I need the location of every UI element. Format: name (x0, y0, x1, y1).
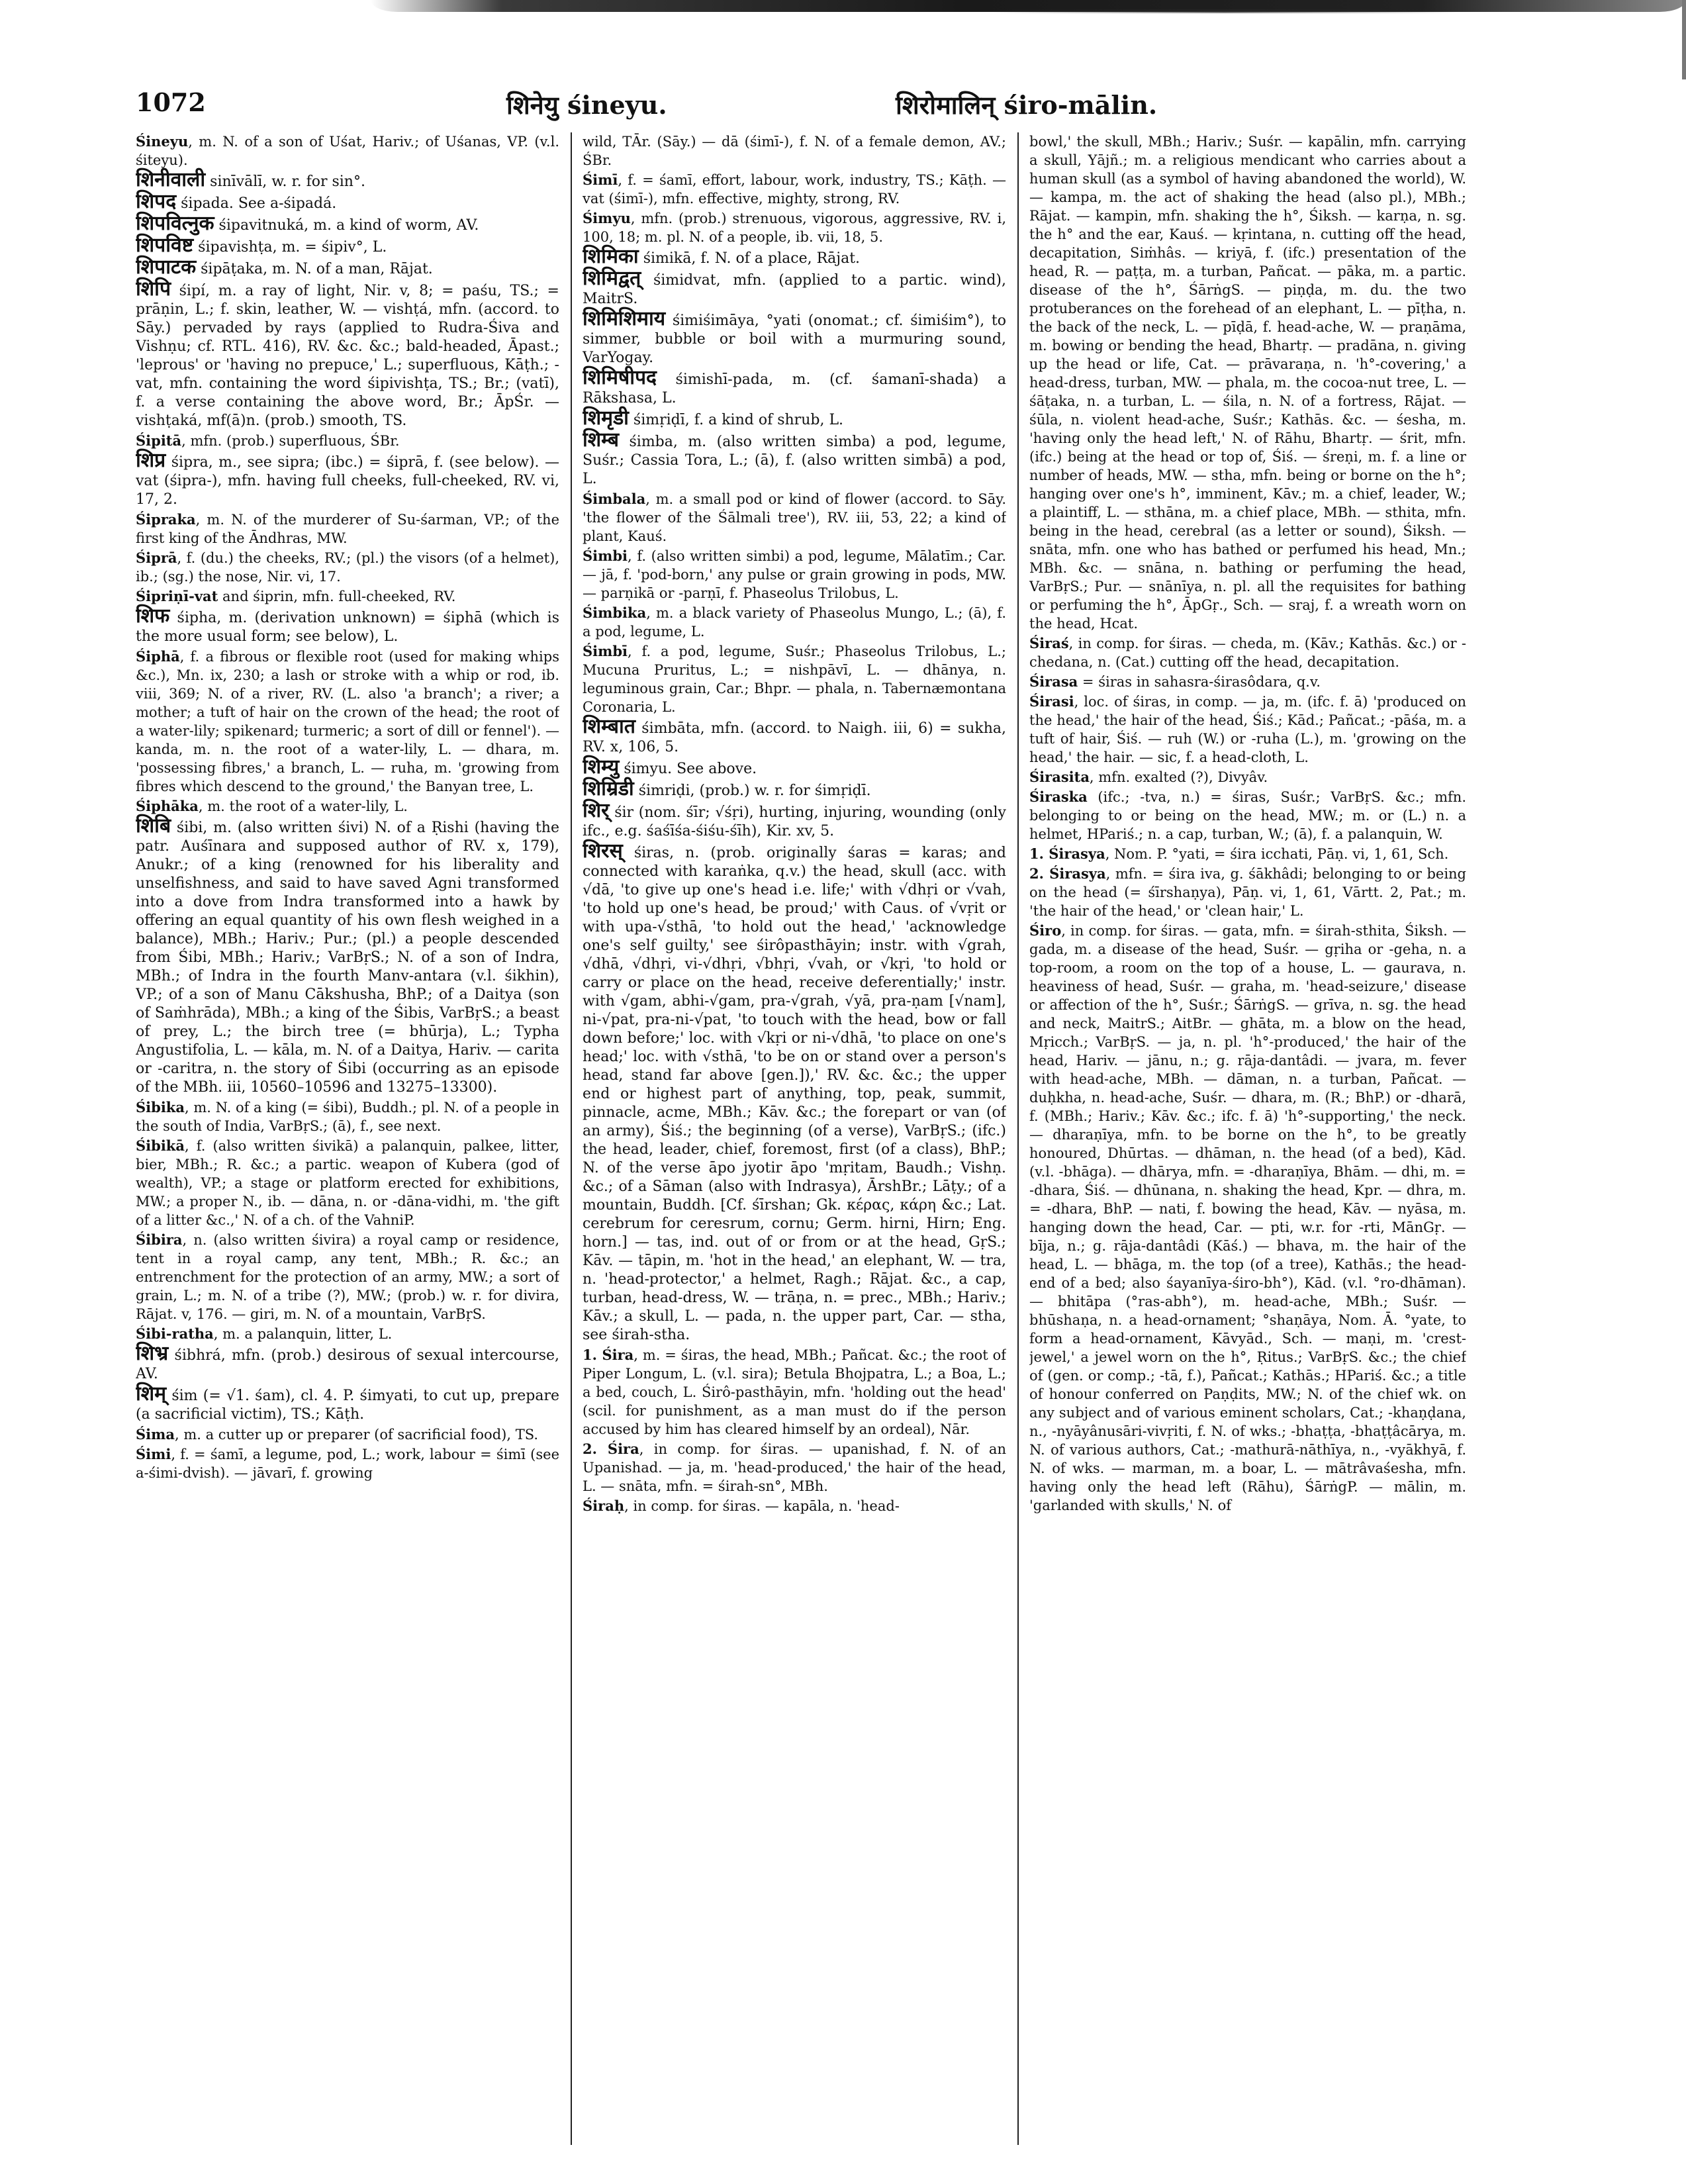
entry-definition: , f. (du.) the cheeks, RV.; (pl.) the visors (of a helmet), ib.; (sg.) the nose, Nir. vi, 17. (136, 550, 559, 585)
dictionary-entry (1029, 132, 1466, 633)
entry-definition: , m. N. of the murderer of Su-śarman, VP.; of the first king of the Āndhras, MW. (136, 512, 559, 546)
entry-definition: śibi, m. (also written śivi) N. of a Ṛishi (having the patr. Auśīnara and supposed author of RV. x, 179), Anukr.; of a king (renowned for his liberality and unselfishness, and said to have saved Agni transformed into a dove from Indra transformed into a hawk by offering an equal quantity of his own flesh weighed in a balance), MBh.; Hariv.; Pur.; (pl.) a people descended from Śibi, MBh.; Hariv.; VarBṛS.; N. of a son of Indra, MBh.; of Indra in the fourth Manv-antara (v.l. śikhin), VP.; of a son of Manu Cākshusha, BhP.; of a Daitya (son of Saṁhrāda), MBh.; a king of the Śibis, VarBṛS.; a beast of prey, L.; the birch tree (= bhūrja), L.; Typha Angustifolia, L. — kāla, m. N. of a Daitya, Hariv. — carita or -caritra, n. the story of Śibi (occurring as an episode of the MBh. iii, 10560–10596 and 13275–13300). (136, 820, 559, 1096)
column-divider (571, 132, 572, 2145)
entry-definition: , m. a palanquin, litter, L. (213, 1326, 393, 1342)
page-edge (1682, 0, 1686, 79)
entry-definition: , m. N. of a king (= śibi), Buddh.; pl. N. of a people in the south of India, VarBṛS.; (ā), f., see next. (136, 1100, 559, 1134)
entry-headword: Śimyu (583, 210, 631, 226)
entry-definition: śir (nom. śīr; √śṛi), hurting, injuring, wounding (only ifc., e.g. śaśīśa-śiśu-śīh), Kir. xv, 5. (583, 804, 1006, 839)
dictionary-entry (583, 209, 1006, 246)
entry-headword: शिर् (583, 799, 610, 822)
entry-headword: Śineyu (136, 133, 189, 150)
entry-headword: शिपि (136, 277, 171, 301)
dictionary-column-2 (583, 132, 1006, 2158)
entry-headword: शिमिद्वत् (583, 267, 641, 290)
entry-definition: , n. (also written śivira) a royal camp or residence, tent in a royal camp, any tent, MBh.; R. &c.; an entrenchment for the protection of an army, MW.; a sort of grain, L.; m. N. of a tribe (?), MW.; (prob.) w. r. for divira, Rājat. v, 176. — giri, m. N. of a mountain, VarBṛS. (136, 1232, 559, 1322)
dictionary-entry (136, 1382, 559, 1424)
dictionary-entry (136, 647, 559, 796)
entry-headword: Śiphāka (136, 798, 199, 814)
dictionary-column-3 (1029, 132, 1466, 2158)
entry-headword: Śibi-ratha (136, 1325, 214, 1342)
dictionary-entry (136, 1425, 559, 1444)
entry-headword: शिमिषीपद (583, 366, 657, 389)
entry-headword: Śiraḥ (583, 1497, 625, 1514)
entry-definition: śimyu. See above. (619, 761, 757, 777)
entry-definition: , f. = śamī, effort, labour, work, industry, TS.; Kāṭh. — vat (śimī-), mfn. effective, mighty, strong, RV. (583, 172, 1006, 207)
entry-headword: शिबि (136, 814, 171, 837)
entry-headword: Śimbī (583, 643, 628, 659)
entry-definition: sinīvālī, w. r. for sin°. (205, 173, 365, 190)
entry-definition: śimikā, f. N. of a place, Rājat. (638, 250, 861, 267)
entry-headword: शिम्रिडी (583, 777, 634, 800)
dictionary-entry (1029, 634, 1466, 671)
entry-headword: Śiraś (1029, 635, 1069, 651)
entry-headword: Śiraska (1029, 788, 1088, 805)
entry-definition: , mfn. (prob.) superfluous, ŚBr. (181, 433, 400, 449)
dictionary-entry (136, 451, 559, 509)
entry-definition: śim (= √1. śam), cl. 4. P. śimyati, to cut up, prepare (a sacrificial victim), TS.; Kāṭh. (136, 1388, 559, 1423)
entry-definition: , in comp. for śiras. — gata, mfn. = śirah-sthita, Śiksh. — gada, m. a disease of the head, Suśr. — gṛiha or -geha, n. a top-room, a room on the top of a house, L. — gaurava, n. heaviness of head, Suśr. — graha, m. 'head-seizure,' disease or affection of the h°, Suśr.; ŚārṅgS. — grīva, n. sg. the head and neck, MaitrS.; AitBr. — ghāta, m. a blow on the head, Mṛicch.; VarBṛS. — ja, n. pl. 'h°-produced,' the hair of the head, Hariv. — jānu, n.; g. rāja-dantâdi. — jvara, m. fever with head-ache, MBh. — dāman, n. a turban, Pañcat. — duḥkha, n. head-ache, Suśr. — dhara, m. (R.; BhP.) or -dharā, f. (MBh.; Hariv.; Kāv. &c.; ifc. f. ā) 'h°-supporting,' the neck. — dharaṇīya, mfn. to be borne on the h°, to be greatly honoured, Dhūrtas. — dhāman, n. the head (of a bed), Kād. (v.l. -bhāga). — dhārya, mfn. = -dharaṇīya, Bhām. — dhi, m. = -dhara, Śiś. — dhūnana, n. shaking the head, Kpr. — dhra, m. = -dhara, BhP. — nati, f. bowing the head, Kāv. — nyāsa, m. hanging down the head, Car. — pti, w.r. for -rti, MānGṛ. — bīja, n.; g. rāja-dantâdi (Kāś.) — bhava, m. the hair of the head, L. — bhāga, m. the top (of a tree), Kathās.; the head-end of a bed; also śayanīya-śiro-bh°), Kād. (v.l. °ro-dhāman). — bhitāpa (°ras-abh°), m. head-ache, MBh.; Suśr. — bhūshaṇa, n. a head-ornament; °shaṇāya, Nom. Ā. °yate, to form a head-ornament, Kāvyād., Sch. — maṇi, m. 'crest-jewel,' a jewel worn on the h°, Ṛitus.; VarBṛS. &c.; the chief of (gen. or comp.; -tā, f.), Pañcat.; Kathās.; HPariś. &c.; a title of honour conferred on Paṇḍits, MW.; N. of the chief wk. on any subject and of various eminent scholars, Cat.; -khaṇḍana, n., -nyāyânusāri-vivṛiti, f. N. of wks.; -bhaṭṭa, -bhaṭṭâcārya, m. N. of various authors, Cat.; -mathurā-nāthīya, n., -vyākhyā, f. N. of wks. — marman, m. a boar, L. — mātrâvaśesha, mfn. having only the head left (Rāhu), ŚārṅgP. — mālin, m. 'garlanded with skulls,' N. of (1029, 923, 1466, 1513)
dictionary-entry (136, 190, 559, 213)
entry-headword: Śibira (136, 1231, 183, 1248)
entry-headword: शिमृडी (583, 406, 629, 430)
entry-definition: , mfn. = śira iva, g. śākhâdi; belonging to or being on the head (= śīrshaṇya), Pāṇ. vi, 1, 61, Vārtt. 2, Pat.; m. 'the hair of the head,' or 'clean hair,' L. (1029, 866, 1466, 919)
dictionary-entry (583, 715, 1006, 757)
entry-definition: śimishī-pada, m. (cf. śamanī-shada) a Rākshasa, L. (583, 371, 1006, 406)
entry-definition: bowl,' the skull, MBh.; Hariv.; Suśr. — kapālin, mfn. carrying a skull, Yājñ.; m. a religious mendicant who carries about a human skull (as a symbol of having abandoned the world), W. — kampa, m. the act of shaking the head (also pl.), MBh.; Rājat. — kampin, mfn. shaking the h°, Śiksh. — karṇa, n. sg. the h° and the ear, Kauś. — kṛintana, n. cutting off the head, decapitation, Siṁhâs. — kriyā, f. (ifc.) presentation of the head, R. — paṭṭa, m. a turban, Pañcat. — pāka, m. a partic. disease of the h°, ŚārṅgS. — piṇḍa, m. du. the two protuberances on the forehead of an elephant, L. — pīṭha, n. the back of the neck, L. — pīḍā, f. head-ache, W. — praṇāma, m. bowing or bending the head, Bhartṛ. — pradāna, n. giving up the head or life, Cat. — prāvaraṇa, n. 'h°-covering,' a head-dress, turban, MW. — phala, m. the cocoa-nut tree, L. — śāṭaka, n. a turban, L. — śila, n. N. of a fortress, Rājat. — śūla, n. violent head-ache, Suśr.; Kathās. &c. — śesha, m. 'having only the head left,' N. of Rāhu, Bhartṛ. — śrit, mfn. (ifc.) being at the head or top of, Śiś. — śreṇi, m. f. a line or number of heads, MW. — stha, mfn. being or borne on the h°; hanging over one's h°, imminent, Kāv.; m. a chief, leader, W.; a plaintiff, L. — sthāna, m. a chief place, MBh. — sthita, mfn. being in the head, cerebral (as a letter or sound), Śiksh. — snāta, mfn. one who has bathed or perfumed his head, Mn.; MBh. &c. — snāna, n. bathing or perfuming the head, VarBṛS.; Pur. — snānīya, n. pl. all the requisites for bathing or perfuming the h°, ĀpGṛ., Sch. — sraj, f. a wreath worn on the head, Hcat. (1029, 134, 1466, 632)
entry-definition: śipāṭaka, m. N. of a man, Rājat. (196, 261, 433, 277)
dictionary-entry (136, 549, 559, 586)
dictionary-entry (583, 642, 1006, 716)
entry-definition: śipí, m. a ray of light, Nir. v, 8; = paśu, TS.; = prāṇin, L.; f. skin, leather, W. — vishṭá, mfn. (accord. to Sāy.) pervaded by rays (applied to Rudra-Śiva and Vishṇu; cf. RTL. 416), RV. &c. &c.; bald-headed, Āpast.; 'leprous' or 'having no prepuce,' L.; superfluous, Kāṭh.; -vat, mfn. containing the word śipivishṭa, TS.; Br.; (vatī), f. a verse containing the above word, Br.; ĀpŚr. — vishṭaká, mf(ā)n. (prob.) smooth, TS. (136, 283, 559, 429)
entry-headword: Śipitā (136, 432, 182, 449)
entry-headword: शिमिका (583, 245, 639, 268)
dictionary-entry (136, 432, 559, 450)
entry-definition: śimiśimāya, °yati (onomat.; cf. śimiśim°), to simmer, bubble or boil with a murmuring sound, VarYogay. (583, 312, 1006, 366)
dictionary-entry (583, 755, 1006, 779)
dictionary-entry (136, 277, 559, 430)
entry-headword: शिप्र (136, 449, 166, 472)
entry-headword: शिरस् (583, 839, 623, 863)
dictionary-entry (583, 490, 1006, 546)
dictionary-entry (136, 814, 559, 1097)
dictionary-entry (136, 1325, 559, 1343)
dictionary-entry (136, 258, 559, 279)
entry-definition: , loc. of śiras, in comp. — ja, m. (ifc. f. ā) 'produced on the head,' the hair of the head, Śiś.; Kād.; Pañcat.; -pāśa, m. a tuft of hair, Śiś. — ruh (W.) or -ruha (L.), m. 'growing on the head,' the hair. — sic, f. a head-cloth, L. (1029, 694, 1466, 765)
entry-headword: Śirasita (1029, 769, 1090, 785)
entry-definition: śimriḍi, (prob.) w. r. for śimṛiḍī. (633, 783, 871, 799)
entry-headword: Śimbala (583, 491, 646, 507)
running-header (136, 87, 1473, 127)
dictionary-entry (136, 1137, 559, 1229)
entry-definition: and śiprin, mfn. full-cheeked, RV. (218, 589, 456, 604)
entry-definition: , m. = śiras, the head, MBh.; Pañcat. &c.; the root of Piper Longum, L. (v.l. sira); Betula Bhojpatra, L.; a Boa, L.; a bed, couch, L. Śirô-pasthāyin, mfn. 'holding out the head' (scil. for punishment, as a man must do if the person accused by him has cleared himself by an ordeal), Nār. (583, 1347, 1006, 1437)
dictionary-entry (136, 1098, 559, 1135)
dictionary-entry (1029, 788, 1466, 843)
dictionary-entry (1029, 922, 1466, 1515)
entry-definition: , in comp. for śiras. — kapāla, n. 'head- (624, 1498, 900, 1514)
entry-headword: 1. Śirasya (1029, 845, 1105, 862)
dictionary-entry (136, 1231, 559, 1323)
dictionary-entry (1029, 768, 1466, 786)
entry-definition: , m. a cutter up or preparer (of sacrificial food), TS. (174, 1427, 539, 1443)
entry-definition: śipra, m., see sipra; (ibc.) = śiprā, f. (see below). — vat (śipra-), mfn. having full cheeks, full-cheeked, RV. vi, 17, 2. (136, 454, 559, 508)
entry-headword: Śimī (583, 171, 618, 188)
entry-headword: शिपवित्नुक (136, 212, 214, 235)
entry-definition: śibhrá, mfn. (prob.) desirous of sexual intercourse, AV. (136, 1347, 559, 1382)
entry-headword: Śirasa (1029, 673, 1078, 690)
entry-headword: Śimi (136, 1446, 171, 1462)
dictionary-entry (583, 777, 1006, 800)
dictionary-entry (583, 406, 1006, 430)
dictionary-entry (583, 428, 1006, 489)
entry-definition: , in comp. for śiras. — upanishad, f. N. of an Upanishad. — ja, m. 'head-produced,' the hair of the head, L. — snāta, mfn. = śirah-sn°, MBh. (583, 1441, 1006, 1494)
entry-definition: = śiras in sahasra-śirasôdara, q.v. (1078, 674, 1321, 690)
left-guide-word: शिनेयु śineyu. (506, 90, 667, 120)
entry-definition: (ifc.; -tva, n.) = śiras, Suśr.; VarBṛS. &c.; mfn. belonging to or being on the head, MW.; m. or (L.) n. a helmet, HPariś.; n. a cap, turban, W.; (ā), f. a palanquin, W. (1029, 789, 1466, 842)
entry-definition: , Nom. P. °yati, = śira icchati, Pāṇ. vi, 1, 61, Sch. (1105, 846, 1449, 862)
dictionary-entry (1029, 692, 1466, 767)
entry-headword: Śimbika (583, 604, 647, 621)
entry-definition: , f. a pod, legume, Suśr.; Phaseolus Trilobus, L.; Mucuna Pruritus, L.; = nishpāvī, L. — dhānya, n. leguminous grain, Car.; Bhpr. — phala, n. Tabernæmontana Coronaria, L. (583, 643, 1006, 715)
dictionary-entry (1029, 865, 1466, 920)
dictionary-entry (136, 132, 559, 169)
entry-headword: शिनीवाली (136, 168, 206, 191)
entry-definition: śimidvat, mfn. (applied to a partic. wind), MaitrS. (583, 272, 1006, 307)
entry-headword: शिपद (136, 190, 177, 213)
entry-headword: Śirasi (1029, 693, 1074, 710)
entry-headword: Śiphā (136, 648, 180, 665)
dictionary-entry (583, 839, 1006, 1345)
entry-headword: Śiro (1029, 922, 1062, 939)
entry-headword: 2. Śira (583, 1441, 639, 1457)
entry-definition: , m. N. of a son of Uśat, Hariv.; of Uśanas, VP. (v.l. śiteyu). (136, 134, 559, 168)
entry-definition: , f. (also written śivikā) a palanquin, palkee, litter, bier, MBh.; R. &c.; a partic. weapon of Kubera (god of wealth), VP.; a stage or platform erected for exhibitions, MW.; a proper N., ib. — dāna, n. or -dāna-vidhi, m. 'the gift of a litter &c.,' N. of a ch. of the VahniP. (136, 1138, 559, 1228)
entry-definition: , m. the root of a water-lily, L. (198, 798, 408, 814)
entry-definition: , f. a fibrous or flexible root (used for making whips &c.), Mn. ix, 230; a lash or stroke with a whip or rod, ib. viii, 369; N. of a river, RV. (L. also 'a branch'; a river; a mother; a tuft of hair on the crown of the head; the root of a water-lily; spikenard; turmeric; a sort of dill or fennel'). — kanda, m. n. the root of a water-lily, L. — dhara, m. 'possessing fibres,' a branch, L. — ruha, m. 'growing from fibres which descend to the ground,' the Banyan tree, L. (136, 649, 559, 794)
dictionary-entry (583, 307, 1006, 367)
dictionary-entry (583, 547, 1006, 602)
entry-definition: śipavishṭa, m. = śipiv°, L. (193, 239, 387, 256)
entry-definition: , m. a small pod or kind of flower (accord. to Sāy. 'the flower of the Śālmali tree'), RV. iii, 53, 22; a kind of plant, Kauś. (583, 491, 1006, 544)
entry-definition: wild, TĀr. (Sāy.) — dā (śimī-), f. N. of a female demon, AV.; ŚBr. (583, 134, 1006, 168)
dictionary-entry (1029, 845, 1466, 863)
dictionary-entry (136, 214, 559, 235)
entry-definition: śimṛiḍī, f. a kind of shrub, L. (628, 412, 844, 428)
entry-headword: Śipriṇī-vat (136, 588, 218, 604)
dictionary-entry (136, 168, 559, 191)
entry-headword: 2. Śirasya (1029, 865, 1106, 882)
entry-headword: Śiprā (136, 549, 177, 566)
scan-edge-shadow (0, 0, 1686, 17)
dictionary-entry (136, 797, 559, 816)
dictionary-entry (583, 604, 1006, 641)
entry-headword: शिमिशिमाय (583, 307, 666, 330)
entry-headword: Śima (136, 1426, 175, 1443)
dictionary-entry (583, 799, 1006, 841)
dictionary-column-1 (136, 132, 559, 2158)
entry-definition: śimba, m. (also written simba) a pod, legume, Suśr.; Cassia Tora, L.; (ā), f. (also written simbā) a pod, L. (583, 434, 1006, 487)
entry-definition: , m. a black variety of Phaseolus Mungo, L.; (ā), f. a pod, legume, L. (583, 605, 1006, 640)
entry-headword: Śibika (136, 1099, 185, 1116)
right-guide-word: शिरोमालिन् śiro-mālin. (896, 90, 1158, 120)
dictionary-entry (136, 236, 559, 257)
dictionary-entry (583, 1440, 1006, 1496)
entry-definition: śimbāta, mfn. (accord. to Naigh. iii, 6) = sukha, RV. x, 106, 5. (583, 720, 1006, 755)
dictionary-entry (583, 269, 1006, 309)
entry-definition: , in comp. for śiras. — cheda, m. (Kāv.; Kathās. &c.) or -chedana, n. (Cat.) cutting off the head, decapitation. (1029, 636, 1466, 670)
dictionary-entry (136, 1445, 559, 1482)
dictionary-entry (583, 245, 1006, 268)
entry-headword: Śibikā (136, 1137, 185, 1154)
entry-headword: शिम् (136, 1382, 167, 1405)
dictionary-entry (136, 510, 559, 547)
entry-headword: शिम्यु (583, 755, 620, 779)
dictionary-entry (136, 587, 559, 606)
entry-definition: , mfn. exalted (?), Divyâv. (1089, 769, 1268, 785)
dictionary-entry (583, 1346, 1006, 1439)
entry-headword: शिम्बात (583, 715, 635, 738)
dictionary-entry (583, 171, 1006, 208)
entry-headword: Śimbi (583, 547, 628, 564)
entry-headword: शिम्ब (583, 428, 620, 451)
dictionary-entry (583, 132, 1006, 169)
entry-definition: , f. (also written simbi) a pod, legume, Mālatīm.; Car. — jā, f. 'pod-born,' any pulse or grain growing in pods, MW. — parṇikā or -parṇī, f. Phaseolus Trilobus, L. (583, 548, 1006, 601)
entry-headword: शिभ्र (136, 1342, 169, 1365)
entry-definition: śipha, m. (derivation unknown) = śiphā (which is the more usual form; see below), L. (136, 610, 559, 645)
entry-headword: शिफ (136, 604, 170, 628)
entry-definition: , mfn. (prob.) strenuous, vigorous, aggressive, RV. i, 100, 18; m. pl. N. of a people, ib. vii, 18, 5. (583, 211, 1006, 245)
entry-definition: śipavitnuká, m. a kind of worm, AV. (214, 217, 479, 234)
dictionary-entry (136, 1342, 559, 1384)
entry-headword: शिपाटक (136, 256, 197, 279)
dictionary-entry (583, 366, 1006, 408)
entry-headword: 1. Śira (583, 1347, 634, 1363)
page-number: 1072 (136, 87, 206, 117)
dictionary-entry (136, 604, 559, 646)
entry-headword: शिपविष्ट (136, 234, 194, 257)
entry-definition: śipada. See a-śipadá. (176, 195, 337, 212)
entry-definition: , f. = śamī, a legume, pod, L.; work, labour = śimī (see a-śimi-dvish). — jāvarī, f. growing (136, 1447, 559, 1481)
entry-headword: Śipraka (136, 511, 196, 528)
dictionary-entry (583, 1497, 1006, 1515)
dictionary-entry (1029, 673, 1466, 691)
column-divider (1017, 132, 1019, 2145)
entry-definition: śiras, n. (prob. originally śaras = karas; and connected with karaṅka, q.v.) the head, skull (acc. with √dā, 'to give up one's head i.e. life;' with √dhṛi or √vah, 'to hold up one's head, be proud;' with Caus. of √vṛit or with upa-√sthā, 'to hold out the head,' 'acknowledge one's self guilty,' see śirôpasthāyin; instr. with √grah, √dhā, √dhṛi, vi-√dhṛi, √bhṛi, √vah, or √kṛi, 'to hold or carry or place on the head, receive deferentially;' instr. with √gam, abhi-√gam, pra-√grah, √yā, pra-ṇam [√nam], ni-√pat, pra-ni-√pat, 'to touch with the head, bow or fall down before;' loc. with √kṛi or ni-√dhā, 'to place on one's head;' loc. with √sthā, 'to be on or stand over a person's head, stand far above [gen.]),' RV. &c. &c.; the upper end or highest part of anything, top, peak, summit, pinnacle, acme, MBh.; Kāv. &c.; the forepart or van (of an army), Śiś.; the beginning (of a verse), VarBṛS.; (ifc.) the head, leader, chief, foremost, first (of a class), BhP.; N. of the verse āpo jyotir āpo 'mṛitam, Baudh.; Vishṇ. &c.; of a Sāman (also with Indrasya), ĀrshBr.; Lāṭy.; of a mountain, Buddh. [Cf. śīrshan; Gk. κέρας, κάρη &c.; Lat. cerebrum for ceresrum, cornu; Germ. hirni, Hirn; Eng. horn.] — tas, ind. out of or from or at the head, GṛS.; Kāv. — tāpin, m. 'hot in the head,' an elephant, W. — tra, n. 'head-protector,' a helmet, Ragh.; Rājat. &c., a cap, turban, head-dress, W. — trāṇa, n. = prec., MBh.; Hariv.; Kāv.; a skull, L. — pada, n. the upper part, Car. — stha, see śirah-stha. (583, 845, 1006, 1343)
